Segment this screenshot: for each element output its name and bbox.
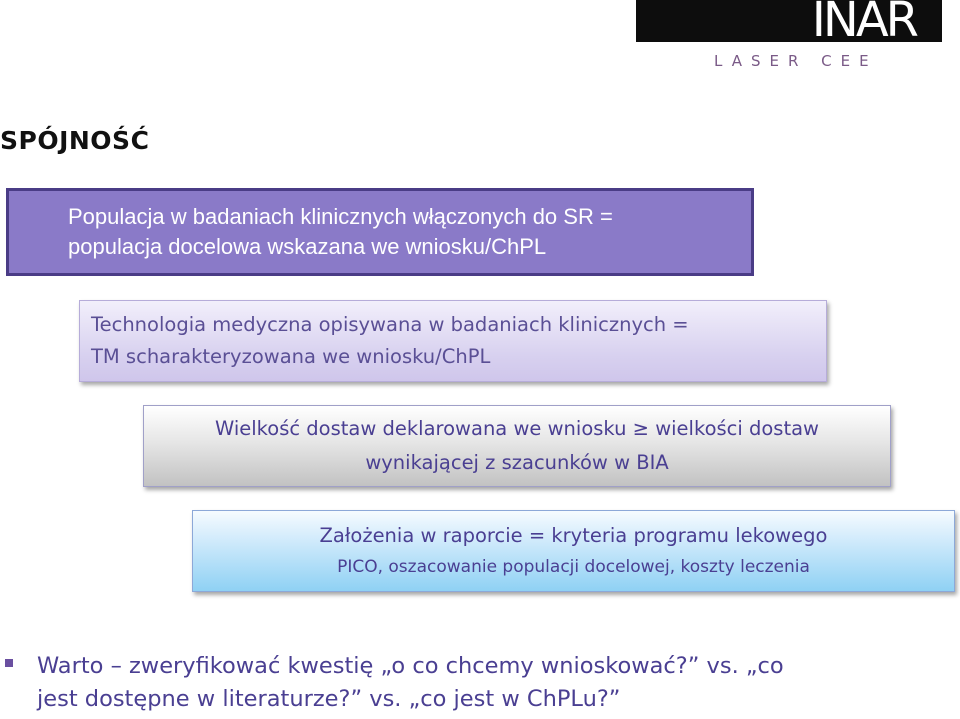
supply-volume-box-line-2: wynikającej z szacunków w BIA [365, 451, 669, 474]
logo-subtitle: LASER CEE [714, 52, 878, 70]
slide-heading: SPÓJNOŚĆ [0, 126, 150, 155]
technology-box-line-1: Technologia medyczna opisywana w badaniach klinicznych = [91, 313, 689, 336]
logo-word: INAR [811, 0, 916, 48]
logo-bar [636, 0, 942, 48]
bullet-text [37, 650, 784, 716]
population-box [6, 188, 754, 276]
assumptions-box-line-1: Założenia w raporcie = kryteria programu lekowego [319, 524, 828, 547]
population-box-line-1: Populacja w badaniach klinicznych włączonych do SR = [68, 204, 613, 229]
supply-volume-box [143, 405, 891, 487]
square-bullet-icon [5, 659, 13, 667]
bullet-text-line-2: jest dostępne w literaturze?” vs. „co jest w ChPLu?” [37, 686, 621, 712]
bullet-text-line-1: Warto – zweryfikować kwestię „o co chcemy wnioskować?” vs. „co [37, 653, 784, 679]
supply-volume-box-line-1: Wielkość dostaw deklarowana we wniosku ≥ wielkości dostaw [214, 417, 820, 440]
inar-laser-cee-logo [636, 0, 942, 74]
assumptions-box [192, 510, 955, 592]
population-box-line-2: populacja docelowa wskazana we wniosku/ChPL [68, 234, 547, 259]
assumptions-box-line-2: PICO, oszacowanie populacji docelowej, koszty leczenia [337, 557, 810, 577]
technology-box [79, 300, 827, 382]
technology-box-line-2: TM scharakteryzowana we wniosku/ChPL [91, 345, 491, 368]
